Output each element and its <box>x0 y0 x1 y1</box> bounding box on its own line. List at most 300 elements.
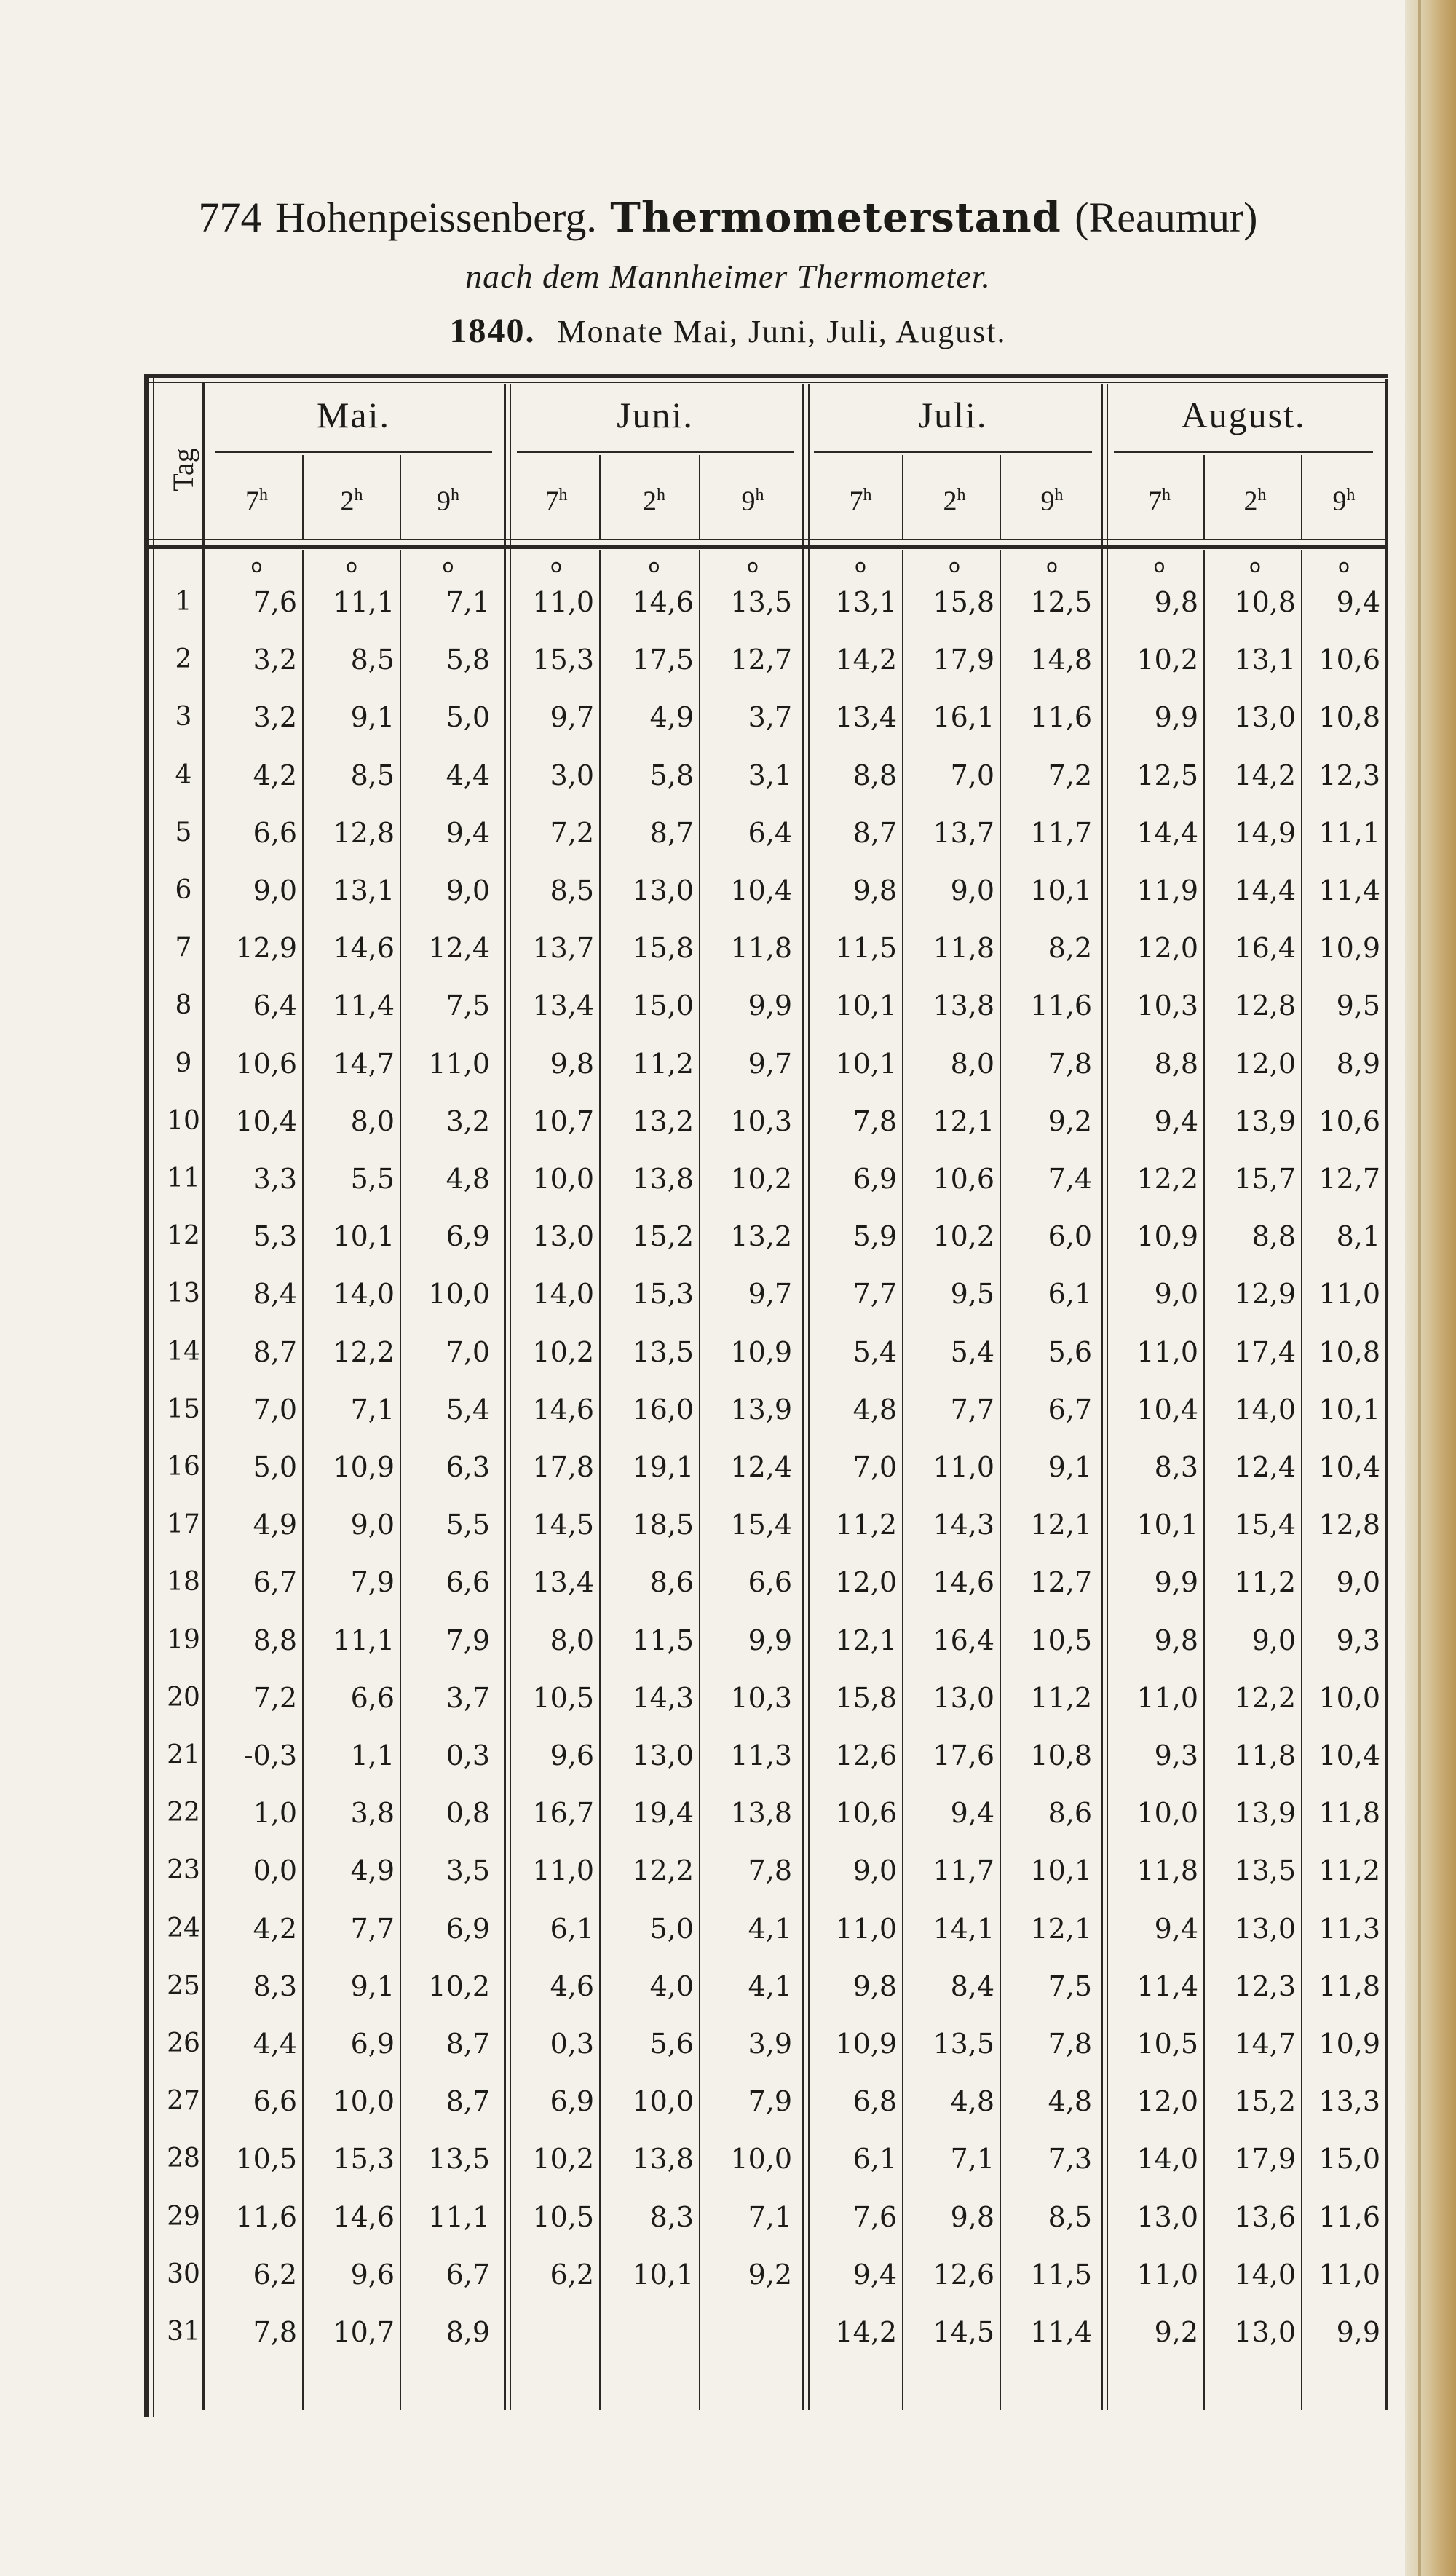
table-cell: 10,1 <box>1030 874 1092 906</box>
table-cell: 14,4 <box>1136 816 1198 849</box>
table-cell: 9,3 <box>1336 1624 1380 1656</box>
table-cell: 17,6 <box>933 1739 994 1771</box>
column-rule <box>699 550 700 2410</box>
table-cell: 13,2 <box>730 1220 792 1253</box>
table-cell: 13,0 <box>1136 2200 1198 2233</box>
table-cell: 11,2 <box>1234 1566 1296 1599</box>
table-cell: 16,1 <box>933 701 994 734</box>
day-number: 10 <box>167 1105 200 1136</box>
table-cell: 3,3 <box>253 1163 297 1195</box>
table-cell: 5,5 <box>350 1163 395 1195</box>
table-cell: 9,8 <box>1154 1624 1198 1656</box>
table-cell: 8,0 <box>550 1624 594 1656</box>
day-number: 16 <box>167 1452 200 1482</box>
table-cell: 3,8 <box>350 1797 395 1830</box>
table-cell: 12,6 <box>933 2258 994 2291</box>
page-edge-line <box>1418 0 1421 2576</box>
hour-suffix: h <box>957 486 966 505</box>
table-cell: 4,6 <box>550 1969 594 2002</box>
table-cell: 9,9 <box>1336 2316 1380 2348</box>
hour-value: 2 <box>943 486 957 517</box>
table-cell: 7,7 <box>950 1393 994 1426</box>
hour-value: 7 <box>1148 486 1162 517</box>
table-cell: 9,9 <box>1154 701 1198 734</box>
table-cell: 9,6 <box>350 2258 395 2291</box>
table-right-border <box>1385 379 1388 2410</box>
month-header: Juni. <box>617 395 694 435</box>
table-cell: 14,0 <box>1234 1393 1296 1426</box>
table-cell: 10,8 <box>1030 1739 1092 1771</box>
table-cell: 9,1 <box>350 1969 395 2002</box>
month-subheader-rule <box>814 451 1092 453</box>
month-subheader-rule <box>1114 451 1373 453</box>
table-cell: 17,5 <box>632 644 694 676</box>
table-cell: 8,0 <box>350 1105 395 1137</box>
hour-suffix: h <box>354 486 363 505</box>
table-cell: 15,0 <box>1318 2143 1380 2176</box>
hour-suffix: h <box>558 486 568 505</box>
table-cell: 15,3 <box>532 644 594 676</box>
table-cell: 8,1 <box>1336 1220 1380 1253</box>
table-cell: 6,4 <box>748 816 792 849</box>
table-cell: 0,3 <box>446 1739 490 1771</box>
table-cell: 6,1 <box>1048 1278 1092 1311</box>
table-cell: 6,6 <box>253 2085 297 2118</box>
table-cell: 13,0 <box>1234 701 1296 734</box>
table-cell: 10,4 <box>730 874 792 906</box>
hour-header <box>815 473 906 517</box>
degree-mark: o <box>648 556 660 577</box>
table-cell: 11,0 <box>1136 1335 1198 1368</box>
table-cell: 9,9 <box>1154 1566 1198 1599</box>
table-cell: 11,0 <box>835 1912 897 1945</box>
table-cell: 11,1 <box>333 586 395 618</box>
table-cell: 11,9 <box>1136 874 1198 906</box>
table-cell: 11,7 <box>933 1854 994 1887</box>
table-cell: 10,0 <box>1318 1681 1380 1714</box>
table-cell: 11,1 <box>428 2200 490 2233</box>
table-cell: 3,2 <box>253 701 297 734</box>
column-rule <box>599 550 601 2410</box>
table-cell: 13,0 <box>632 874 694 906</box>
table-cell: 9,6 <box>550 1739 594 1771</box>
subtitle: nach dem Mannheimer Thermometer. <box>465 258 991 295</box>
table-cell: 10,5 <box>1136 2028 1198 2060</box>
table-cell: 7,2 <box>253 1681 297 1714</box>
table-cell: 10,6 <box>835 1797 897 1830</box>
hour-header <box>510 473 603 517</box>
table-cell: 4,1 <box>748 1969 792 2002</box>
table-cell: 0,0 <box>253 1854 297 1887</box>
page-title <box>0 188 1456 247</box>
table-cell: 15,4 <box>730 1509 792 1541</box>
months-caption: Monate Mai, Juni, Juli, August. <box>557 314 1007 349</box>
table-cell: 7,9 <box>446 1624 490 1656</box>
table-cell: 7,5 <box>1048 1969 1092 2002</box>
day-number: 29 <box>167 2201 200 2232</box>
month-divider <box>1101 384 1103 2410</box>
table-cell: 9,0 <box>950 874 994 906</box>
table-cell: 7,0 <box>950 759 994 791</box>
hour-suffix: h <box>1054 486 1064 505</box>
column-rule <box>1000 550 1001 2410</box>
table-cell: 10,6 <box>235 1047 297 1080</box>
table-cell: 6,9 <box>446 1220 490 1253</box>
table-cell: 10,2 <box>428 1969 490 2002</box>
day-number: 2 <box>175 644 192 675</box>
table-cell: 9,0 <box>446 874 490 906</box>
table-cell: 4,9 <box>350 1854 395 1887</box>
table-cell: 9,1 <box>1048 1451 1092 1483</box>
table-cell: 7,2 <box>550 816 594 849</box>
table-cell: 7,8 <box>1048 2028 1092 2060</box>
table-cell: 10,6 <box>1318 644 1380 676</box>
table-cell: 17,9 <box>1234 2143 1296 2176</box>
day-number: 11 <box>167 1163 200 1193</box>
table-cell: 7,9 <box>748 2085 792 2118</box>
table-cell: 10,2 <box>532 1335 594 1368</box>
table-cell: 5,0 <box>446 701 490 734</box>
degree-mark: o <box>1153 556 1166 577</box>
table-cell: 3,5 <box>446 1854 490 1887</box>
table-cell: 7,8 <box>852 1105 897 1137</box>
table-cell: 13,8 <box>632 1163 694 1195</box>
month-subheader-rule <box>517 451 794 453</box>
page-edge <box>1405 0 1456 2576</box>
table-cell: 6,7 <box>1048 1393 1092 1426</box>
table-cell: 10,0 <box>532 1163 594 1195</box>
table-cell: 8,5 <box>350 759 395 791</box>
column-rule <box>1000 455 1001 539</box>
table-cell: 8,3 <box>1154 1451 1198 1483</box>
unit-label: (Reaumur) <box>1075 194 1258 241</box>
hour-suffix: h <box>259 486 268 505</box>
table-cell: 8,6 <box>649 1566 694 1599</box>
table-cell: 6,6 <box>350 1681 395 1714</box>
table-cell: 11,7 <box>1030 816 1092 849</box>
table-cell: 8,8 <box>852 759 897 791</box>
table-cell: 11,2 <box>1030 1681 1092 1714</box>
table-cell: 7,0 <box>446 1335 490 1368</box>
table-cell: 11,4 <box>1030 2316 1092 2348</box>
month-header: Mai. <box>316 395 391 435</box>
table-cell: 12,0 <box>1136 2085 1198 2118</box>
table-cell: 6,6 <box>748 1566 792 1599</box>
table-cell: 9,7 <box>748 1278 792 1311</box>
table-cell: 10,5 <box>532 2200 594 2233</box>
day-number: 27 <box>167 2086 200 2117</box>
table-cell: 11,6 <box>235 2200 297 2233</box>
table-cell: 9,2 <box>1048 1105 1092 1137</box>
table-cell: 12,1 <box>1030 1509 1092 1541</box>
hour-value: 9 <box>437 486 451 517</box>
table-cell: 5,3 <box>253 1220 297 1253</box>
table-cell: 6,7 <box>446 2258 490 2291</box>
table-cell: 11,3 <box>1318 1912 1380 1945</box>
table-cell: 7,6 <box>253 586 297 618</box>
hour-header <box>397 473 499 517</box>
day-number: 17 <box>167 1509 200 1540</box>
column-rule <box>599 455 601 539</box>
table-cell: 11,2 <box>1318 1854 1380 1887</box>
hour-value: 2 <box>1243 486 1258 517</box>
table-cell: 17,4 <box>1234 1335 1296 1368</box>
table-cell: 8,5 <box>350 644 395 676</box>
table-cell: 13,4 <box>532 989 594 1022</box>
table-cell: 8,4 <box>950 1969 994 2002</box>
table-cell: 13,5 <box>933 2028 994 2060</box>
table-cell: 11,0 <box>428 1047 490 1080</box>
table-cell: 12,6 <box>835 1739 897 1771</box>
table-cell: 14,8 <box>1030 644 1092 676</box>
table-cell: 12,0 <box>1136 932 1198 965</box>
table-cell: 10,7 <box>333 2316 395 2348</box>
table-cell: 10,1 <box>632 2258 694 2291</box>
table-cell: 6,9 <box>852 1163 897 1195</box>
table-cell: 9,3 <box>1154 1739 1198 1771</box>
table-cell: 7,4 <box>1048 1163 1092 1195</box>
table-cell: 13,7 <box>933 816 994 849</box>
hour-suffix: h <box>755 486 764 505</box>
table-cell: 6,1 <box>550 1912 594 1945</box>
table-cell: 11,2 <box>835 1509 897 1541</box>
table-cell: 8,5 <box>1048 2200 1092 2233</box>
day-number: 12 <box>167 1221 200 1252</box>
table-cell: 11,0 <box>532 586 594 618</box>
table-cell <box>705 2310 792 2354</box>
table-cell: 10,6 <box>1318 1105 1380 1137</box>
table-cell: 16,7 <box>532 1797 594 1830</box>
table-cell: 8,2 <box>1048 932 1092 965</box>
table-cell: 13,0 <box>1234 1912 1296 1945</box>
table-cell: 5,6 <box>1048 1335 1092 1368</box>
table-cell: 9,8 <box>950 2200 994 2233</box>
table-cell: 11,1 <box>333 1624 395 1656</box>
table-cell: 10,5 <box>1030 1624 1092 1656</box>
table-cell: 17,8 <box>532 1451 594 1483</box>
table-cell: 12,1 <box>933 1105 994 1137</box>
year-label: 1840. <box>449 312 536 350</box>
table-cell: 10,5 <box>235 2143 297 2176</box>
table-cell: 13,5 <box>1234 1854 1296 1887</box>
day-number: 25 <box>167 1970 200 2001</box>
table-cell: 14,2 <box>1234 759 1296 791</box>
table-cell: 13,8 <box>632 2143 694 2176</box>
table-cell: 8,8 <box>1251 1220 1296 1253</box>
degree-mark: o <box>747 556 759 577</box>
table-cell: 12,4 <box>1234 1451 1296 1483</box>
table-cell: 7,8 <box>748 1854 792 1887</box>
table-cell: 7,1 <box>350 1393 395 1426</box>
table-cell: 13,3 <box>1318 2085 1380 2118</box>
table-cell: 14,0 <box>333 1278 395 1311</box>
degree-mark: o <box>1338 556 1350 577</box>
hour-value: 9 <box>1332 486 1347 517</box>
table-cell: 11,6 <box>1030 989 1092 1022</box>
table-cell: 8,6 <box>1048 1797 1092 1830</box>
table-left-border-inner <box>153 377 154 2417</box>
table-cell: 8,7 <box>852 816 897 849</box>
table-cell: 10,4 <box>1318 1451 1380 1483</box>
table-cell: 15,0 <box>632 989 694 1022</box>
column-rule <box>1203 455 1205 539</box>
degree-mark: o <box>1046 556 1058 577</box>
table-cell: 13,1 <box>1234 644 1296 676</box>
table-cell: 7,7 <box>852 1278 897 1311</box>
table-cell: 7,1 <box>950 2143 994 2176</box>
table-cell: 10,0 <box>428 1278 490 1311</box>
hour-header <box>300 473 403 517</box>
table-cell: 3,2 <box>253 644 297 676</box>
table-cell: 8,7 <box>649 816 694 849</box>
table-cell: 15,8 <box>933 586 994 618</box>
table-cell: 9,5 <box>950 1278 994 1311</box>
table-cell: 10,1 <box>1030 1854 1092 1887</box>
degree-mark: o <box>949 556 960 577</box>
table-cell: 4,8 <box>852 1393 897 1426</box>
table-cell: 14,7 <box>333 1047 395 1080</box>
table-cell: 7,7 <box>350 1912 395 1945</box>
table-cell: 10,2 <box>730 1163 792 1195</box>
table-cell: 9,4 <box>852 2258 897 2291</box>
table-cell: 9,9 <box>748 989 792 1022</box>
day-number: 26 <box>167 2028 200 2058</box>
hour-value: 7 <box>849 486 863 517</box>
table-cell: 14,5 <box>532 1509 594 1541</box>
table-cell: 10,3 <box>730 1105 792 1137</box>
hour-suffix: h <box>1346 486 1356 505</box>
table-cell: 10,6 <box>933 1163 994 1195</box>
day-number: 8 <box>175 990 192 1021</box>
hour-value: 2 <box>340 486 355 517</box>
month-subheader-rule <box>215 451 492 453</box>
table-cell: 9,8 <box>1154 586 1198 618</box>
table-cell: 13,5 <box>730 586 792 618</box>
table-cell: 0,3 <box>550 2028 594 2060</box>
table-cell: 6,6 <box>446 1566 490 1599</box>
table-cell: 10,5 <box>532 1681 594 1714</box>
table-cell: 13,0 <box>632 1739 694 1771</box>
table-cell: 11,5 <box>1030 2258 1092 2291</box>
table-cell: 12,2 <box>333 1335 395 1368</box>
table-cell: 12,2 <box>632 1854 694 1887</box>
table-cell: 3,1 <box>748 759 792 791</box>
table-cell: 8,9 <box>1336 1047 1380 1080</box>
table-cell: 12,9 <box>235 932 297 965</box>
table-cell: 14,6 <box>333 932 395 965</box>
table-cell: 16,4 <box>933 1624 994 1656</box>
table-cell: 11,0 <box>933 1451 994 1483</box>
hour-suffix: h <box>1257 486 1267 505</box>
hour-header <box>1206 473 1305 517</box>
table-cell: 12,7 <box>1030 1566 1092 1599</box>
table-cell: 7,5 <box>446 989 490 1022</box>
table-top-border-inner <box>144 382 1388 383</box>
table-cell: 7,8 <box>1048 1047 1092 1080</box>
table-cell: -0,3 <box>243 1739 297 1771</box>
months-caption-line <box>0 309 1456 354</box>
table-cell: 8,0 <box>950 1047 994 1080</box>
table-cell: 12,1 <box>835 1624 897 1656</box>
table-cell: 13,9 <box>730 1393 792 1426</box>
table-cell: 4,8 <box>446 1163 490 1195</box>
table-cell: 13,5 <box>632 1335 694 1368</box>
table-cell: 15,7 <box>1234 1163 1296 1195</box>
table-cell: 10,1 <box>1318 1393 1380 1426</box>
column-rule <box>699 455 700 539</box>
table-cell: 13,4 <box>532 1566 594 1599</box>
table-top-border <box>144 374 1388 378</box>
hour-suffix: h <box>863 486 872 505</box>
table-cell: 6,4 <box>253 989 297 1022</box>
table-cell: 14,7 <box>1234 2028 1296 2060</box>
table-cell: 3,7 <box>748 701 792 734</box>
table-cell: 3,0 <box>550 759 594 791</box>
table-cell: 5,5 <box>446 1509 490 1541</box>
table-cell: 4,0 <box>649 1969 694 2002</box>
table-cell: 11,2 <box>632 1047 694 1080</box>
table-cell: 12,2 <box>1136 1163 1198 1195</box>
table-cell: 8,7 <box>253 1335 297 1368</box>
table-cell: 7,2 <box>1048 759 1092 791</box>
table-cell: 4,9 <box>649 701 694 734</box>
table-cell: 19,1 <box>632 1451 694 1483</box>
table-cell: 10,9 <box>835 2028 897 2060</box>
table-cell: 4,4 <box>446 759 490 791</box>
table-cell: 12,0 <box>1234 1047 1296 1080</box>
table-cell: 11,3 <box>730 1739 792 1771</box>
table-cell: 10,9 <box>730 1335 792 1368</box>
day-number: 24 <box>167 1913 200 1943</box>
table-cell: 9,0 <box>1154 1278 1198 1311</box>
table-cell: 10,4 <box>1318 1739 1380 1771</box>
table-cell: 11,0 <box>532 1854 594 1887</box>
month-divider-inner <box>808 384 810 2410</box>
table-cell: 11,0 <box>1318 1278 1380 1311</box>
table-cell: 8,4 <box>253 1278 297 1311</box>
table-cell: 4,8 <box>1048 2085 1092 2118</box>
table-cell: 11,8 <box>1234 1739 1296 1771</box>
table-cell: 9,4 <box>1154 1105 1198 1137</box>
table-cell: 13,8 <box>933 989 994 1022</box>
table-cell: 12,4 <box>428 932 490 965</box>
table-cell: 12,1 <box>1030 1912 1092 1945</box>
table-cell: 11,6 <box>1030 701 1092 734</box>
table-cell: 10,0 <box>333 2085 395 2118</box>
table-cell: 13,0 <box>1234 2316 1296 2348</box>
table-cell: 14,6 <box>532 1393 594 1426</box>
hour-header <box>606 473 703 517</box>
table-cell: 6,8 <box>852 2085 897 2118</box>
table-cell: 15,2 <box>1234 2085 1296 2118</box>
degree-mark: o <box>550 556 562 577</box>
table-cell: 10,0 <box>1136 1797 1198 1830</box>
day-number: 9 <box>175 1048 192 1078</box>
table-cell: 6,2 <box>550 2258 594 2291</box>
table-cell: 10,0 <box>730 2143 792 2176</box>
table-cell: 14,1 <box>933 1912 994 1945</box>
table-cell: 15,4 <box>1234 1509 1296 1541</box>
table-cell: 10,1 <box>1136 1509 1198 1541</box>
table-cell: 11,5 <box>835 932 897 965</box>
table-cell: 10,8 <box>1318 701 1380 734</box>
hour-value: 7 <box>245 486 259 517</box>
table-cell: 14,2 <box>835 2316 897 2348</box>
day-number: 15 <box>167 1394 200 1424</box>
column-rule <box>902 550 903 2410</box>
table-cell: 11,1 <box>1318 816 1380 849</box>
day-number: 28 <box>167 2144 200 2174</box>
